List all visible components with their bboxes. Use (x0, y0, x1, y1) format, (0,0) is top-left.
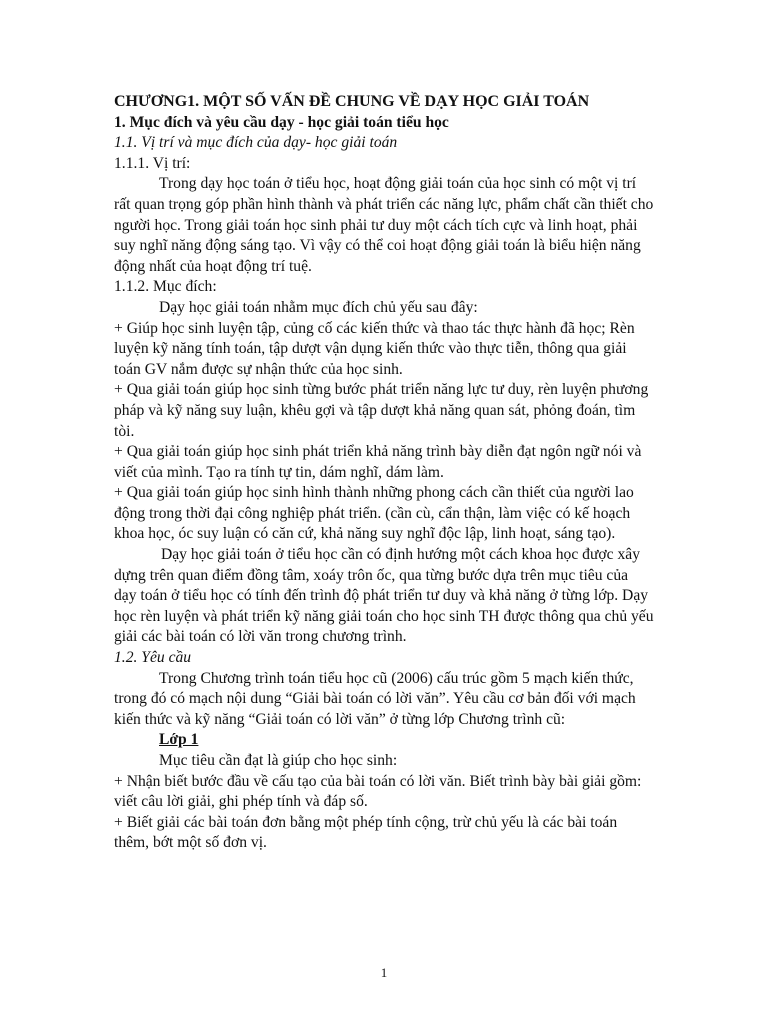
paragraph-vi-tri: Trong dạy học toán ở tiểu học, hoạt động giải toán của học sinh có một vị trí rất quan trọng góp phần hình thành và phát triển các năng lực, phẩm chất cần thiết cho người học. Trong giải toán học sinh phải tư duy một cách tích cực và linh hoạt, phải suy nghĩ năng động sáng tạo. Vì vậy có thể coi hoạt động giải toán là biểu hiện năng động nhất của hoạt động trí tuệ. (114, 175, 654, 275)
bullet-item: + Qua giải toán giúp học sinh hình thành những phong cách cần thiết của người lao động trong thời đại công nghiệp phát triển. (cần cù, cẩn thận, làm việc có kế hoạch khoa học, óc suy luận có căn cứ, khả năng suy nghĩ độc lập, linh hoạt, sáng tạo). (114, 484, 634, 543)
section-heading-1-1-2: 1.1.2. Mục đích: (114, 278, 217, 296)
chapter-title: CHƯƠNG1. MỘT SỐ VẤN ĐỀ CHUNG VỀ DẠY HỌC GIẢI TOÁN (114, 93, 590, 110)
bullet-item: + Qua giải toán giúp học sinh từng bước phát triển năng lực tư duy, rèn luyện phương pháp và kỹ năng suy luận, khêu gợi và tập dượt khả năng quan sát, phỏng đoán, tìm tòi. (114, 381, 649, 440)
bullet-item: + Qua giải toán giúp học sinh phát triển khả năng trình bày diễn đạt ngôn ngữ nói và viết của mình. Tạo ra tính tự tin, dám nghĩ, dám làm. (114, 443, 642, 481)
section-heading-1: 1. Mục đích và yêu cầu dạy - học giải toán tiểu học (114, 113, 449, 131)
section-heading-1-2: 1.2. Yêu cầu (114, 649, 192, 667)
paragraph-muc-dich-intro: Dạy học giải toán nhằm mục đích chủ yếu sau đây: (159, 298, 478, 316)
lop-1-heading: Lớp 1 (159, 731, 199, 749)
page-number: 1 (380, 965, 388, 980)
section-heading-1-1-1: 1.1.1. Vị trí: (114, 154, 191, 172)
section-heading-1-1: 1.1. Vị trí và mục đích của dạy- học giải toán (114, 134, 398, 152)
bullet-item: + Biết giải các bài toán đơn bằng một phép tính cộng, trừ chủ yếu là các bài toán thêm, bớt một số đơn vị. (114, 813, 618, 852)
lop-1-heading-line (114, 730, 654, 751)
bullet-item: + Nhận biết bước đầu về cấu tạo của bài toán có lời văn. Biết trình bày bài giải gồm: viết câu lời giải, ghi phép tính và đáp số. (114, 772, 642, 811)
paragraph-yeu-cau: Trong Chương trình toán tiểu học cũ (2006) cấu trúc gồm 5 mạch kiến thức, trong đó có mạch nội dung “Giải bài toán có lời văn”. Yêu cầu cơ bản đối với mạch kiến thức và kỹ năng “Giải toán có lời văn” ở từng lớp Chương trình cũ: (114, 669, 636, 728)
document-body (114, 92, 654, 854)
paragraph-dinh-huong: Dạy học giải toán ở tiểu học cần có định hướng một cách khoa học được xây dựng trên quan điểm đồng tâm, xoáy trôn ốc, qua từng bước dựa trên mục tiêu của dạy toán ở tiểu học có tính đến trình độ phát triển tư duy và khả năng ở từng lớp. Dạy học rèn luyện và phát triển kỹ năng giải toán cho học sinh TH được thông qua chủ yếu giải các bài toán có lời văn trong chương trình. (114, 546, 654, 646)
bullet-item: + Giúp học sinh luyện tập, củng cố các kiến thức và thao tác thực hành đã học; Rèn luyện kỹ năng tính toán, tập dượt vận dụng kiến thức vào thực tiễn, thông qua giải toán GV nắm được sự nhận thức của học sinh. (114, 319, 635, 378)
paragraph-lop1-intro: Mục tiêu cần đạt là giúp cho học sinh: (159, 752, 398, 769)
